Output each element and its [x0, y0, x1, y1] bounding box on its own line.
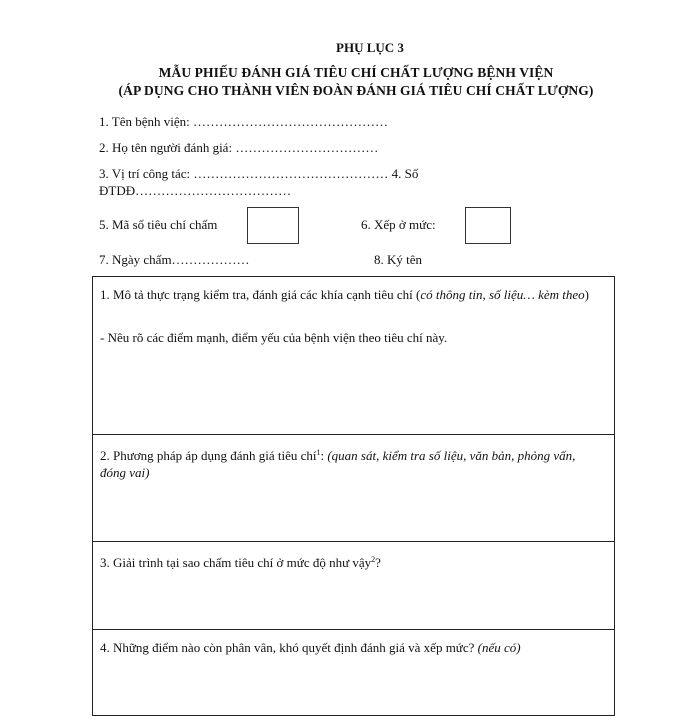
rating-level-box[interactable]: [465, 207, 511, 244]
appendix-title: PHỤ LỤC 3: [336, 40, 404, 55]
form-title: MẪU PHIẾU ĐÁNH GIÁ TIÊU CHÍ CHẤT LƯỢNG BỆNH VIỆN: [158, 65, 554, 80]
position-field: 3. Vị trí công tác: ……………………………………… 4. Số: [99, 166, 419, 181]
phone-field: ĐTDĐ………………………………: [99, 183, 292, 198]
section-3-heading: 3. Giải trình tại sao chấm tiêu chí ở mức độ như vậy$^2$?: [100, 555, 381, 570]
rating-level-label: 6. Xếp ở mức:: [361, 217, 436, 232]
hospital-name-field: 1. Tên bệnh viện: ………………………………………: [99, 114, 388, 129]
criteria-code-box[interactable]: [247, 207, 299, 244]
section-3-row[interactable]: [93, 542, 614, 630]
section-1-row[interactable]: [93, 277, 614, 435]
section-4-row[interactable]: [93, 630, 614, 716]
date-field: 7. Ngày chấm………………: [99, 252, 250, 267]
section-1-heading: 1. Mô tả thực trạng kiểm tra, đánh giá các khía cạnh tiêu chí (có thông tin, số liệu… kèm theo): [100, 287, 589, 302]
signature-field: 8. Ký tên: [374, 252, 423, 267]
evaluator-name-field: 2. Họ tên người đánh giá: ……………………………: [99, 140, 379, 155]
section-1-note: - Nêu rõ các điểm mạnh, điểm yếu của bệnh viện theo tiêu chí này.: [100, 330, 448, 345]
section-2-heading: 2. Phương pháp áp dụng đánh giá tiêu chí$^1$: (quan sát, kiểm tra số liệu, văn bản, phỏng vấn, đóng vai): [100, 448, 576, 480]
section-2-row[interactable]: [93, 435, 614, 542]
criteria-code-label: 5. Mã số tiêu chí chấm: [99, 217, 218, 232]
evaluation-table: [92, 276, 615, 716]
form-subtitle: (ÁP DỤNG CHO THÀNH VIÊN ĐOÀN ĐÁNH GIÁ TIÊU CHÍ CHẤT LƯỢNG): [118, 83, 594, 98]
section-4-heading: 4. Những điểm nào còn phân vân, khó quyết định đánh giá và xếp mức? (nếu có): [100, 640, 521, 655]
